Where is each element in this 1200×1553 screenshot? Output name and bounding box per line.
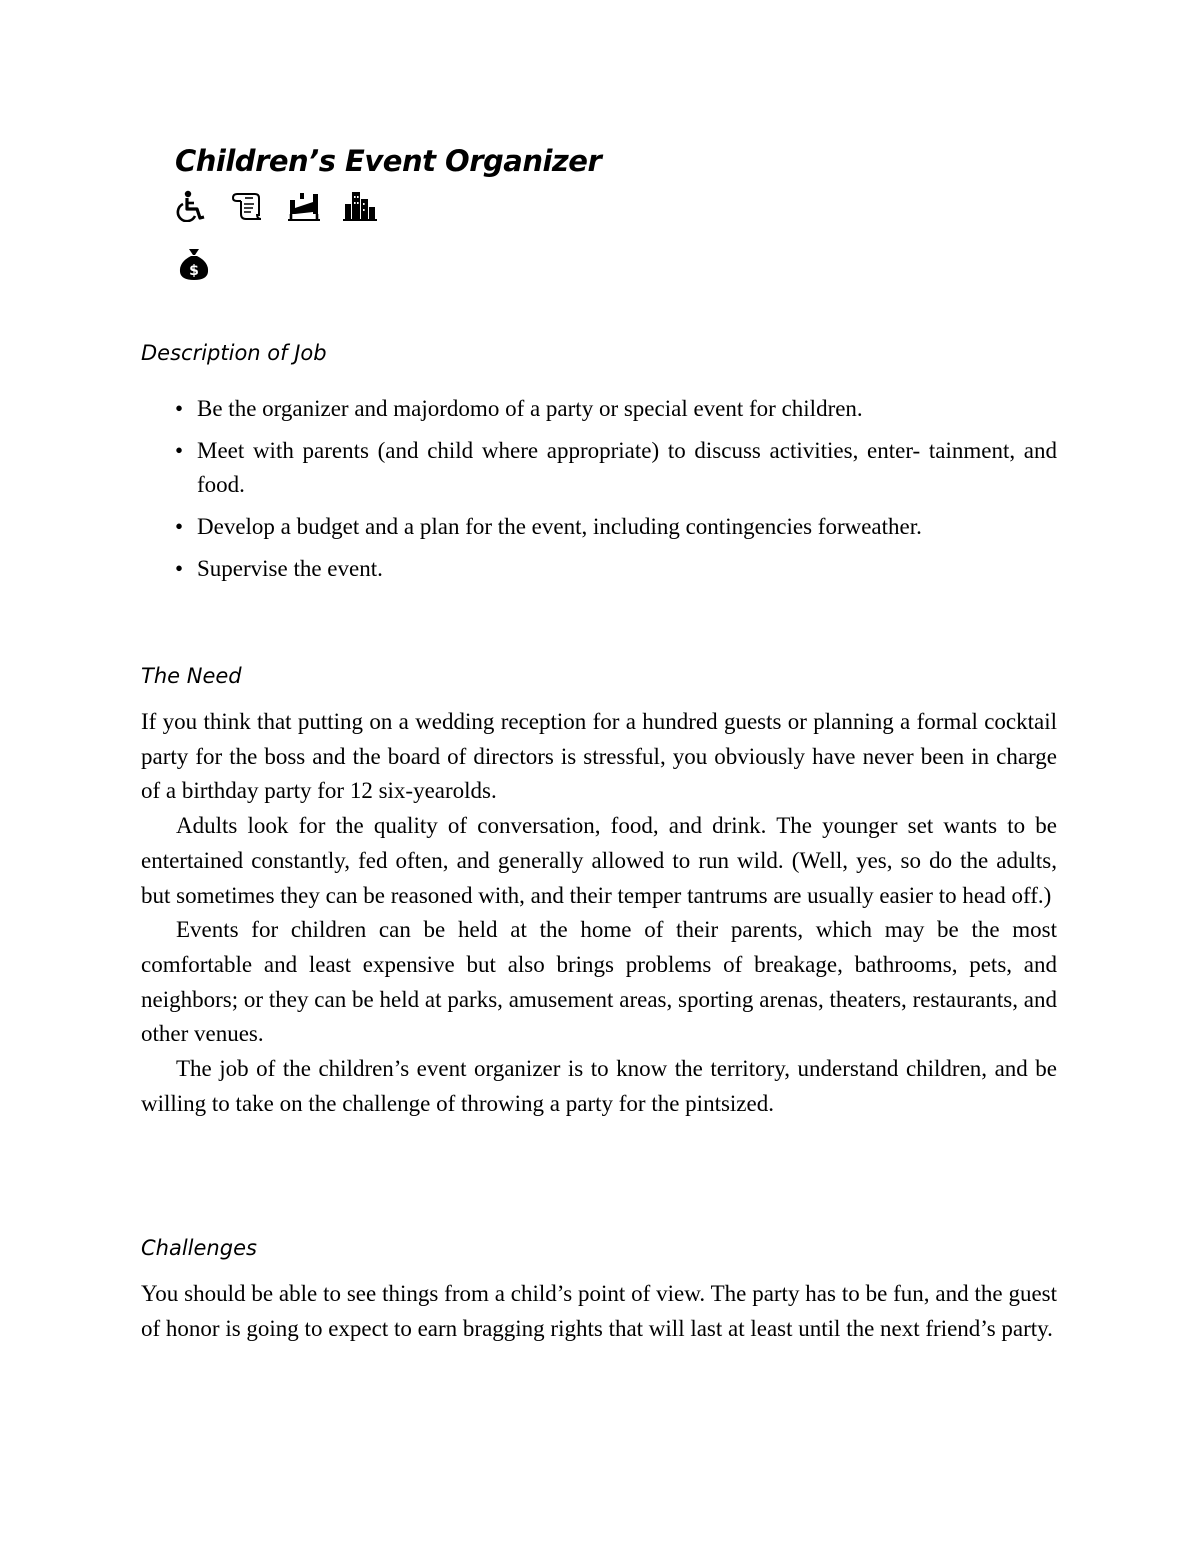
- list-item: • Develop a budget and a plan for the event, including contingencies forweather.: [175, 510, 1057, 545]
- paragraph: Events for children can be held at the home of their parents, which may be the most comfortable and least expensive but also brings problems of breakage, bathrooms, pets, and neighbors; or they can be held at parks, amusement areas, sporting arenas, theaters, restaurants, and other venues.: [141, 917, 1057, 1047]
- paragraph: You should be able to see things from a child’s point of view. The party has to be fun, and the guest of honor is going to expect to earn bragging rights that will last at least until the next friend’s party.: [141, 1281, 1057, 1341]
- city-icon: [343, 190, 377, 222]
- scroll-icon: [231, 190, 265, 222]
- challenges-heading: Challenges: [141, 1236, 257, 1260]
- svg-text:$: $: [189, 263, 199, 279]
- description-heading: Description of Job: [141, 341, 327, 365]
- need-heading: The Need: [141, 664, 242, 688]
- armchair-icon: [287, 190, 321, 222]
- paragraph: If you think that putting on a wedding reception for a hundred guests or planning a formal cocktail party for the boss and the board of directors is stressful, you obviously have never been in charge of a birthday party for 12 six-yearolds.: [141, 709, 1057, 804]
- need-section: [141, 705, 1057, 1121]
- paragraph: The job of the children’s event organizer is to know the territory, understand children, and be willing to take on the challenge of throwing a party for the pintsized.: [141, 1056, 1057, 1116]
- job-attribute-icons: [175, 190, 377, 222]
- wheelchair-icon: [175, 190, 209, 222]
- job-title: Children’s Event Organizer: [175, 144, 602, 178]
- list-item: • Be the organizer and majordomo of a party or special event for children.: [175, 392, 1057, 427]
- duties-list: [175, 392, 1057, 594]
- list-item: • Supervise the event.: [175, 552, 1057, 587]
- money-bag-icon: [177, 246, 211, 278]
- document-page: [141, 0, 1057, 1553]
- challenges-section: [141, 1277, 1057, 1346]
- list-item: • Meet with parents (and child where appropriate) to discuss activities, enter- tainment, and food.: [175, 434, 1057, 503]
- paragraph: Adults look for the quality of conversation, food, and drink. The younger set wants to be entertained constantly, fed often, and generally allowed to run wild. (Well, yes, so do the adults, but sometimes they can be reasoned with, and their temper tantrums are usually easier to head off.): [141, 813, 1057, 908]
